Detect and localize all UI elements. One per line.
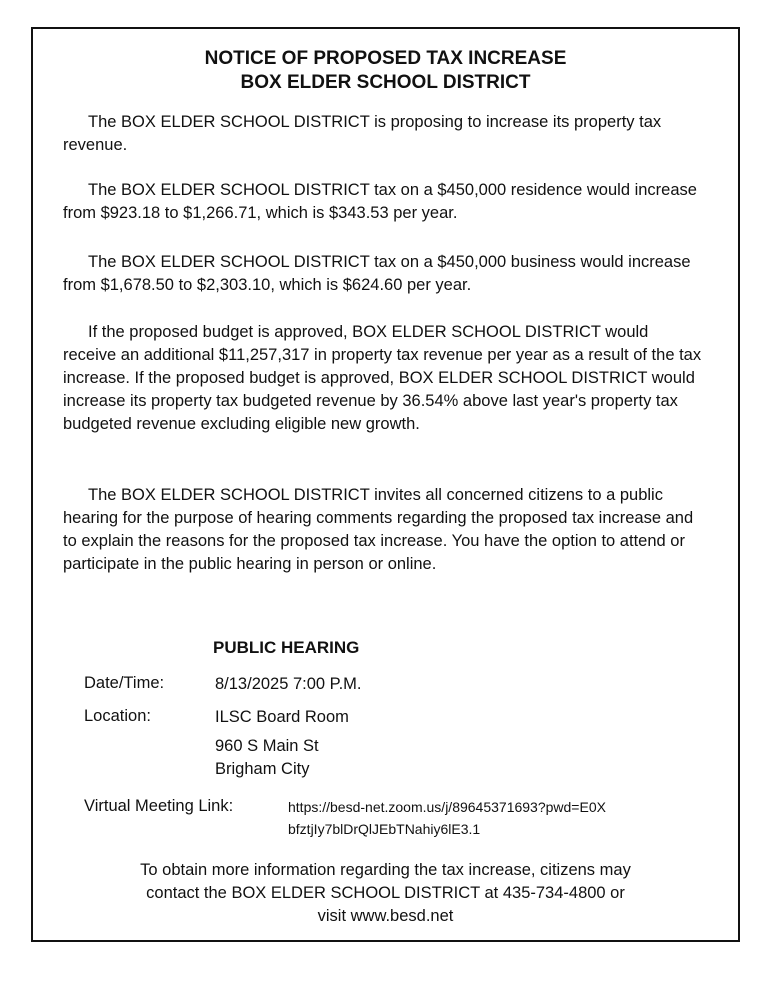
- notice-box: [31, 27, 740, 942]
- location-line-1: ILSC Board Room: [215, 708, 349, 726]
- residence-paragraph: The BOX ELDER SCHOOL DISTRICT tax on a $450,000 residence would increase from $923.18 to $1,266.71, which is $343.53 per year.: [63, 181, 697, 222]
- business-paragraph: The BOX ELDER SCHOOL DISTRICT tax on a $450,000 business would increase from $1,678.50 to $2,303.10, which is $624.60 per year.: [63, 253, 691, 294]
- virtual-link-label: Virtual Meeting Link:: [84, 797, 234, 815]
- footer-contact: [33, 859, 738, 928]
- invitation-paragraph: The BOX ELDER SCHOOL DISTRICT invites all concerned citizens to a public hearing for the purpose of hearing comments regarding the proposed tax increase and to explain the reasons for the proposed tax increase. You have the option to attend or participate in the public hearing in person or online.: [63, 486, 694, 573]
- budget-paragraph: If the proposed budget is approved, BOX ELDER SCHOOL DISTRICT would receive an additional $11,257,317 in property tax revenue per year as a result of the tax increase. If the proposed budget is approved, BOX ELDER SCHOOL DISTRICT would increase its property tax budgeted revenue by 36.54% above last year's property tax budgeted revenue excluding eligible new growth.: [63, 323, 702, 433]
- district-title: BOX ELDER SCHOOL DISTRICT: [240, 72, 531, 93]
- virtual-meeting-link[interactable]: [288, 796, 606, 840]
- datetime-label: Date/Time:: [84, 674, 165, 692]
- datetime-value: 8/13/2025 7:00 P.M.: [215, 675, 362, 693]
- location-line-3: Brigham City: [215, 760, 310, 778]
- footer-line-2: contact the BOX ELDER SCHOOL DISTRICT at 435-734-4800 or: [146, 884, 625, 902]
- footer-line-1: To obtain more information regarding the tax increase, citizens may: [140, 861, 631, 879]
- location-label: Location:: [84, 707, 151, 725]
- notice-title: NOTICE OF PROPOSED TAX INCREASE: [204, 48, 567, 69]
- link-line-1[interactable]: https://besd-net.zoom.us/j/89645371693?pwd=E0X: [288, 799, 606, 815]
- intro-paragraph: The BOX ELDER SCHOOL DISTRICT is proposing to increase its property tax revenue.: [63, 113, 662, 154]
- link-line-2[interactable]: bfztjIy7blDrQlJEbTNahiy6lE3.1: [288, 821, 481, 837]
- public-hearing-heading: PUBLIC HEARING: [213, 638, 360, 657]
- location-line-2: 960 S Main St: [215, 737, 319, 755]
- footer-line-3: visit www.besd.net: [317, 907, 454, 925]
